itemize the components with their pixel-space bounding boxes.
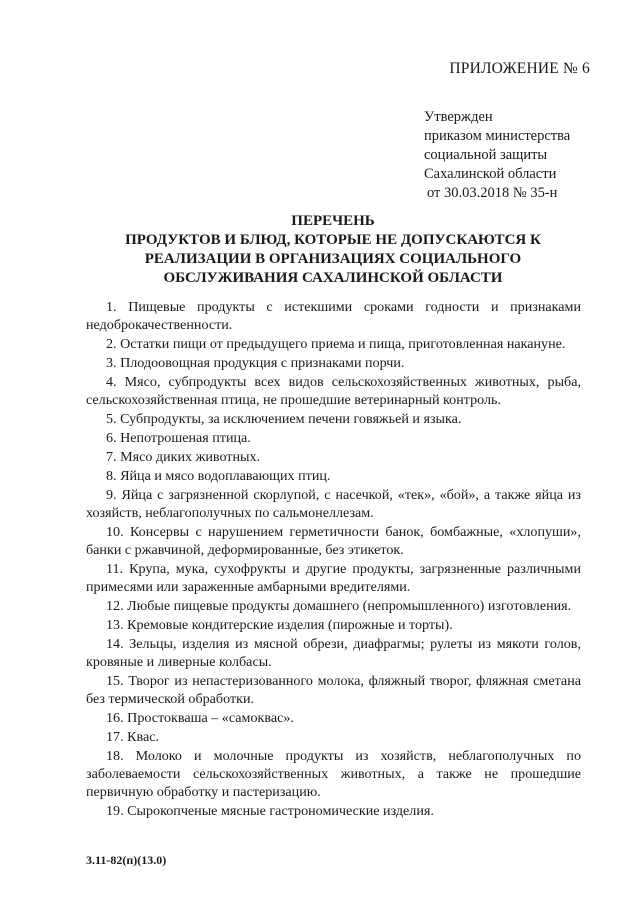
document-code: 3.11-82(п)(13.0) bbox=[86, 853, 167, 867]
list-item: 2. Остатки пищи от предыдущего приема и пища, приготовленная накануне. bbox=[106, 336, 566, 352]
list-item: 3. Плодоовощная продукция с признаками порчи. bbox=[106, 355, 405, 371]
appendix-label: ПРИЛОЖЕНИЕ № 6 bbox=[449, 60, 590, 77]
list-item: 9. Яйца с загрязненной скорлупой, с насечкой, «тек», «бой», а также яйца из хозяйств, неблагополучных по сальмонеллезам. bbox=[86, 487, 581, 521]
list-item: 8. Яйца и мясо водоплавающих птиц. bbox=[106, 468, 331, 484]
list-item: 7. Мясо диких животных. bbox=[106, 449, 261, 465]
list-item: 5. Субпродукты, за исключением печени говяжьей и языка. bbox=[106, 411, 462, 427]
title-line: ОБСЛУЖИВАНИЯ САХАЛИНСКОЙ ОБЛАСТИ bbox=[163, 270, 503, 286]
list-item: 11. Крупа, мука, сухофрукты и другие продукты, загрязненные различными примесями или зараженные амбарными вредителями. bbox=[86, 561, 581, 595]
list-item: 6. Непотрошеная птица. bbox=[106, 430, 251, 446]
title-line: РЕАЛИЗАЦИИ В ОРГАНИЗАЦИЯХ СОЦИАЛЬНОГО bbox=[144, 251, 522, 267]
title-line: ПРОДУКТОВ И БЛЮД, КОТОРЫЕ НЕ ДОПУСКАЮТСЯ К bbox=[125, 232, 541, 248]
list-item: 18. Молоко и молочные продукты из хозяйств, неблагополучных по заболеваемости сельскохозяйственных животных, а также не прошедшие первичную обработку и пастеризацию. bbox=[86, 748, 581, 800]
list-item: 14. Зельцы, изделия из мясной обрези, диафрагмы; рулеты из мякоти голов, кровяные и ливерные колбасы. bbox=[86, 636, 581, 670]
approval-line: Утвержден bbox=[424, 109, 493, 125]
list-item: 4. Мясо, субпродукты всех видов сельскохозяйственных животных, рыба, сельскохозяйственная птица, не прошедшие ветеринарный контроль. bbox=[86, 374, 581, 408]
list-item: 12. Любые пищевые продукты домашнего (непромышленного) изготовления. bbox=[106, 598, 572, 614]
approval-line: Сахалинской области bbox=[424, 166, 557, 182]
approval-date-line: от 30.03.2018 № 35-н bbox=[427, 185, 558, 201]
list-item: 19. Сырокопченые мясные гастрономические изделия. bbox=[106, 803, 434, 819]
list-item: 15. Творог из непастеризованного молока, фляжный творог, фляжная сметана без термической обработки. bbox=[86, 673, 581, 707]
list-item: 10. Консервы с нарушением герметичности банок, бомбажные, «хлопуши», банки с ржавчиной, деформированные, без этикеток. bbox=[86, 524, 581, 558]
list-item: 1. Пищевые продукты с истекшими сроками годности и признаками недоброкачественности. bbox=[86, 299, 581, 333]
list-item: 17. Квас. bbox=[106, 729, 160, 745]
document-title bbox=[88, 212, 578, 288]
approval-block bbox=[424, 108, 570, 203]
list-item: 13. Кремовые кондитерские изделия (пирожные и торты). bbox=[106, 617, 453, 633]
approval-line: социальной защиты bbox=[424, 147, 548, 163]
list-item: 16. Простокваша – «самоквас». bbox=[106, 710, 294, 726]
approval-line: приказом министерства bbox=[424, 128, 571, 144]
title-line: ПЕРЕЧЕНЬ bbox=[291, 213, 375, 229]
prohibited-items-list bbox=[86, 298, 581, 821]
